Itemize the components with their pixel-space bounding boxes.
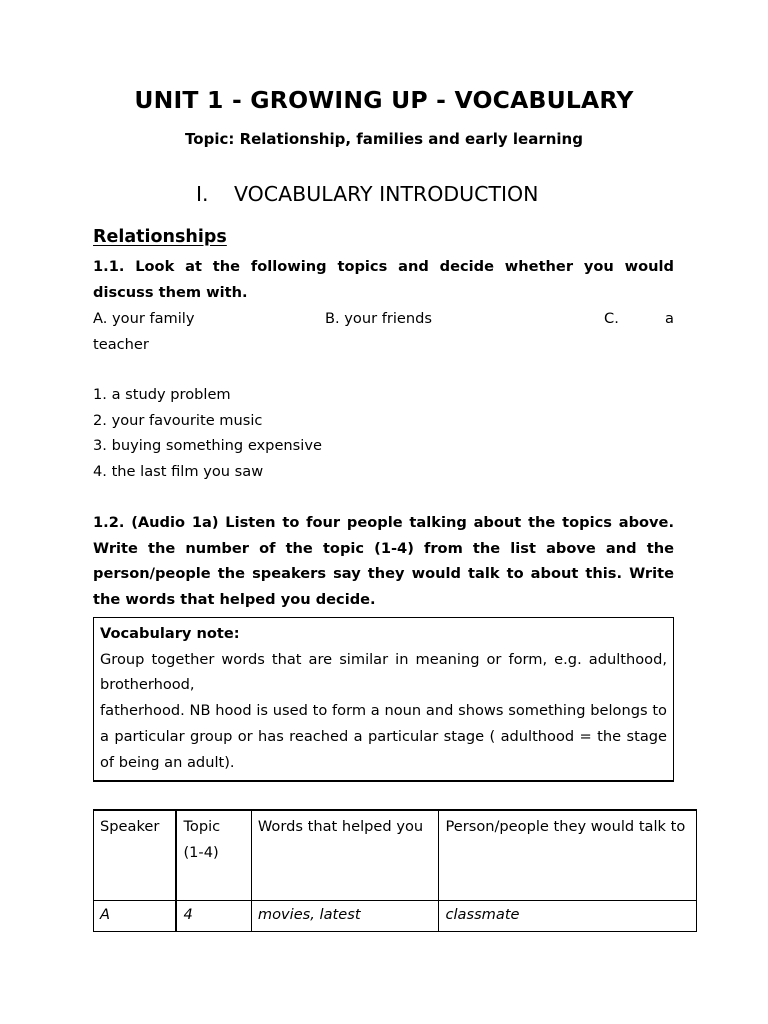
topic-subtitle: Topic: Relationship, families and early learning bbox=[185, 130, 583, 148]
list-item: 2. your favourite music bbox=[93, 411, 263, 429]
header-speaker: Speaker bbox=[94, 810, 177, 900]
page-title: UNIT 1 - GROWING UP - VOCABULARY bbox=[134, 86, 634, 114]
option-b: B. your friends bbox=[325, 310, 433, 327]
header-person: Person/people they would talk to bbox=[439, 810, 697, 900]
header-topic: Topic (1-4) bbox=[176, 810, 251, 900]
section-heading bbox=[196, 180, 539, 208]
exercise-1-1-instruction: 1.1. Look at the following topics and decide whether you would discuss them with. bbox=[93, 258, 674, 301]
option-c-letter: C. bbox=[604, 310, 619, 327]
option-c-continuation: teacher bbox=[93, 336, 149, 353]
vocabulary-note-line-1: Group together words that are similar in meaning or form, e.g. adulthood, brotherhood, bbox=[100, 650, 667, 694]
table-row bbox=[94, 900, 697, 931]
exercise-1-1-options bbox=[93, 306, 674, 332]
cell-speaker: A bbox=[94, 900, 177, 931]
topic-list bbox=[93, 382, 322, 485]
exercise-1-2-instruction: 1.2. (Audio 1a) Listen to four people talking about the topics above. Write the number of the topic (1-4) from the list above and the person/people the speakers say they would talk to about this. Write the words that helped you decide. bbox=[93, 514, 674, 609]
cell-topic: 4 bbox=[176, 900, 251, 931]
section-number: I. bbox=[196, 182, 209, 206]
list-item: 3. buying something expensive bbox=[93, 437, 322, 455]
option-c-word: a bbox=[665, 310, 674, 327]
section-title: VOCABULARY INTRODUCTION bbox=[234, 182, 539, 206]
cell-words: movies, latest bbox=[251, 900, 439, 931]
header-words: Words that helped you bbox=[251, 810, 439, 900]
option-a: A. your family bbox=[93, 310, 195, 327]
subsection-heading: Relationships bbox=[93, 227, 227, 247]
list-item: 4. the last film you saw bbox=[93, 463, 264, 481]
vocabulary-table bbox=[93, 809, 697, 932]
cell-person: classmate bbox=[439, 900, 697, 931]
vocabulary-note-heading: Vocabulary note: bbox=[100, 625, 240, 642]
vocabulary-note-box bbox=[93, 617, 674, 782]
vocabulary-note-line-2: fatherhood. NB hood is used to form a noun and shows something belongs to a particular group or has reached a particular stage ( adulthood = the stage of being an adult). bbox=[100, 702, 667, 771]
list-item: 1. a study problem bbox=[93, 386, 231, 403]
table-header-row bbox=[94, 810, 697, 900]
